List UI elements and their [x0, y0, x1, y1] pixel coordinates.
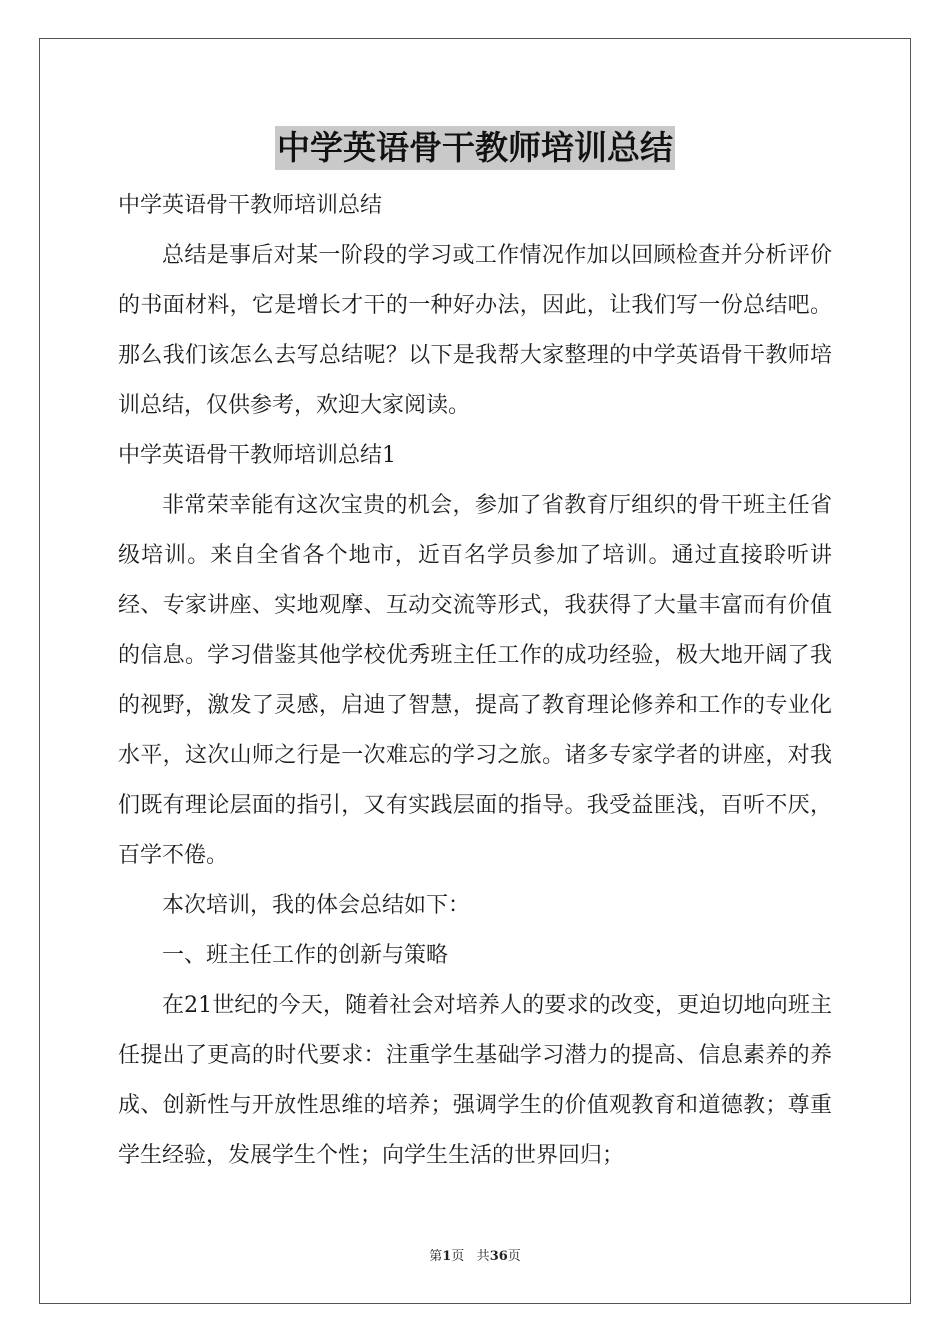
section-heading: 中学英语骨干教师培训总结1 [118, 443, 396, 468]
page-current: 1 [442, 1249, 452, 1264]
title-container [0, 126, 950, 170]
page-total: 36 [489, 1249, 508, 1264]
page-footer [0, 1248, 950, 1266]
body-paragraph-1: 非常荣幸能有这次宝贵的机会，参加了省教育厅组织的骨干班主任省级培训。来自全省各个地市，近百名学员参加了培训。通过直接聆听讲经、专家讲座、实地观摩、互动交流等形式，我获得了大量丰富而有价值的信息。学习借鉴其他学校优秀班主任工作的成功经验，极大地开阔了我的视野，激发了灵感，启迪了智慧，提高了教育理论修养和工作的专业化水平，这次山师之行是一次难忘的学习之旅。诸多专家学者的讲座，对我们既有理论层面的指引，又有实践层面的指导。我受益匪浅，百听不厌，百学不倦。 [118, 493, 832, 868]
total-prefix: 共 [476, 1249, 490, 1264]
body-paragraph-2: 本次培训，我的体会总结如下： [162, 893, 471, 918]
document-subtitle: 中学英语骨干教师培训总结 [118, 193, 383, 218]
document-body [118, 181, 832, 1181]
page-prefix: 第 [429, 1249, 443, 1264]
total-unit: 页 [507, 1249, 521, 1264]
intro-paragraph: 总结是事后对某一阶段的学习或工作情况作加以回顾检查并分析评价的书面材料，它是增长才干的一种好办法，因此，让我们写一份总结吧。那么我们该怎么去写总结呢？以下是我帮大家整理的中学英语骨干教师培训总结，仅供参考，欢迎大家阅读。 [118, 243, 832, 418]
body-paragraph-4: 在21世纪的今天，随着社会对培养人的要求的改变，更迫切地向班主任提出了更高的时代要求：注重学生基础学习潜力的提高、信息素养的养成、创新性与开放性思维的培养；强调学生的价值观教育和道德教；尊重学生经验，发展学生个性；向学生生活的世界回归； [118, 993, 832, 1168]
body-paragraph-3: 一、班主任工作的创新与策略 [162, 943, 449, 968]
page-unit: 页 [451, 1249, 465, 1264]
document-title: 中学英语骨干教师培训总结 [275, 126, 675, 170]
